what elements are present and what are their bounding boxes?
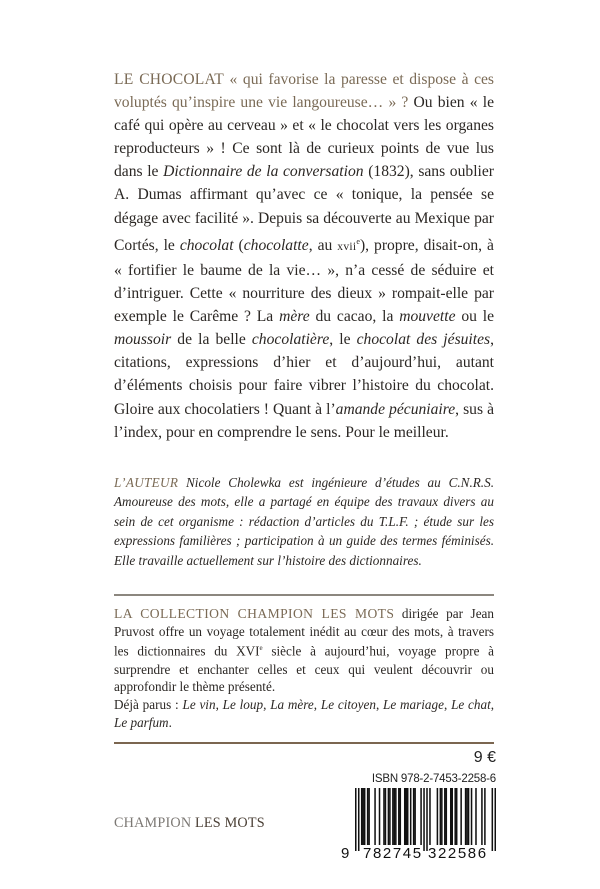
blurb-italic: moussoir — [114, 331, 172, 349]
divider-grey — [114, 594, 494, 596]
blurb-text: (1832), sans oublier A. Dumas affirmant qu’avec ce « tonique, la pensée se dégage avec facilité ». Depuis sa découverte au Mexique par Cortés, le — [114, 163, 494, 254]
published-title: Le citoyen — [320, 696, 376, 712]
barcode-bar — [413, 788, 415, 845]
barcode-bar — [379, 788, 381, 845]
barcode-bar — [392, 788, 394, 845]
blurb-italic: mère — [279, 308, 310, 326]
collection-label: LA COLLECTION CHAMPION LES MOTS — [114, 606, 395, 621]
barcode-group-right: 322586 — [428, 845, 488, 862]
barcode-bar — [394, 788, 396, 845]
barcode-bar — [437, 788, 439, 845]
author-text: Nicole Cholewka est ingénieure d’études au C.N.R.S. Amoureuse des mots, elle a partagé en équipe des travaux divers au sein de cet organisme : rédaction d’articles du T.L.F. ; étude sur les expressions familières ; participation à un guide des termes féminisés. Elle travaille actuellement sur l’histoire des dictionnaires. — [114, 475, 494, 568]
barcode-guard-bar — [495, 788, 496, 851]
barcode-guard-bar — [355, 788, 357, 851]
barcode-bar — [389, 788, 391, 845]
blurb-text: de la belle — [171, 331, 252, 349]
barcode-bar — [451, 788, 453, 845]
barcode-bar — [468, 788, 470, 845]
barcode-bar — [429, 788, 431, 845]
barcode-bar — [446, 788, 448, 845]
collection-text: siècle à aujourd’hui, voyage propre à surprendre et enchanter celles et ceux qui veulent découvrir ou approfondir le thème présenté. — [114, 643, 494, 695]
price-label: 9 € — [473, 749, 496, 766]
blurb-lead-quote: « qui favorise la paresse et dispose à ces voluptés qu’inspire une vie langoureuse… » ? — [114, 71, 494, 112]
barcode-guard-bar — [358, 788, 360, 851]
barcode-bar — [440, 788, 442, 845]
brand-les-mots: LES MOTS — [195, 815, 265, 831]
blurb-text: , citations, expressions d’hier et d’aujourd’hui, autant d’éléments choisis pour faire vibrer l’histoire du chocolat. Gloire aux chocolatiers ! Quant à l’ — [114, 331, 494, 418]
barcode-first-digit: 9 — [341, 845, 350, 862]
barcode-bar — [471, 788, 473, 845]
publisher-brand — [114, 815, 265, 832]
barcode-bar — [367, 788, 369, 845]
blurb-text: ( — [233, 236, 244, 254]
blurb-italic: chocolat — [179, 236, 234, 254]
barcode-bar — [395, 788, 397, 845]
blurb-text: du cacao, la — [309, 308, 400, 326]
barcode-bar — [466, 788, 468, 845]
barcode-bar — [484, 788, 486, 845]
barcode-bar — [475, 788, 477, 845]
isbn-label: ISBN 978-2-7453-2258-6 — [371, 773, 496, 785]
published-title: Le parfum — [114, 714, 169, 730]
blurb-text: Ou bien « le café qui opère au cerveau » et « le chocolat vers les organes reproducteurs » ! Ce sont là de curieux points de vue lus dans le — [114, 94, 494, 181]
collection-description — [114, 605, 494, 731]
already-published: Déjà parus : Le vin, Le loup, La mère, Le citoyen, Le mariage, Le chat, Le parfum. — [114, 696, 495, 730]
barcode-bar — [383, 788, 385, 845]
barcode-bar — [368, 788, 370, 845]
barcode-bar — [450, 788, 452, 845]
barcode-bar — [414, 788, 416, 845]
barcode-bar — [398, 788, 400, 845]
back-cover-blurb — [114, 68, 494, 444]
barcode-bar — [388, 788, 390, 845]
already-published-label: Déjà parus : — [114, 696, 183, 712]
barcode — [355, 788, 496, 851]
barcode-bar — [374, 788, 376, 845]
barcode-guard-bar — [426, 788, 428, 851]
blurb-text: , au — [308, 236, 338, 254]
barcode-bar — [407, 788, 409, 845]
barcode-guard-bar — [492, 788, 494, 851]
barcode-bar — [385, 788, 387, 845]
barcode-bar — [400, 788, 402, 845]
blurb-italic: mouvette — [399, 308, 456, 326]
century-caps: XVI — [236, 643, 260, 659]
blurb-title-caps: LE CHOCOLAT — [114, 71, 224, 88]
published-title: Le mariage — [383, 696, 444, 712]
published-title: La mère — [270, 696, 314, 712]
barcode-bar — [481, 788, 483, 845]
barcode-digits — [341, 845, 501, 863]
published-title: Le chat — [451, 696, 491, 712]
barcode-bar — [465, 788, 467, 845]
published-title: Le loup — [222, 696, 264, 712]
barcode-bar — [361, 788, 363, 845]
collection-text: dirigée par Jean Pruvost offre un voyage totalement inédit au cœur des mots, à travers les dictionnaires du — [114, 606, 494, 659]
barcode-bar — [404, 788, 406, 845]
barcode-bar — [444, 788, 446, 845]
century-small-caps: xvii — [337, 240, 357, 253]
barcode-bar — [410, 788, 412, 845]
collection-paragraph — [114, 605, 494, 696]
blurb-text: , sus à l’index, pour en comprendre le sens. Pour le meilleur. — [114, 400, 494, 441]
blurb-italic: chocolat des jésuites — [356, 331, 491, 349]
blurb-italic: chocolatière — [251, 331, 330, 349]
published-title: Le vin — [182, 696, 216, 712]
century-sup: e — [356, 236, 360, 246]
barcode-bar — [441, 788, 443, 845]
barcode-bar — [456, 788, 458, 845]
blurb-text: ou le — [455, 308, 494, 326]
blurb-text: , le — [329, 331, 357, 349]
barcode-group-left: 782745 — [363, 845, 423, 862]
barcode-bar — [405, 788, 407, 845]
author-label: L’AUTEUR — [114, 475, 179, 490]
barcode-bar — [420, 788, 422, 845]
author-bio — [114, 473, 494, 570]
barcode-guard-bar — [423, 788, 425, 851]
century-sup: e — [259, 644, 263, 653]
barcode-bar — [362, 788, 364, 845]
barcode-bar — [460, 788, 462, 845]
divider-brown — [114, 742, 494, 744]
barcode-bar — [454, 788, 456, 845]
blurb-italic: Dictionnaire de la conversation — [163, 163, 364, 181]
blurb-italic: amande pécuniaire — [335, 400, 456, 418]
brand-champion: CHAMPION — [114, 815, 192, 831]
barcode-bar — [364, 788, 366, 845]
blurb-italic: chocolatte — [243, 236, 309, 254]
blurb-text: ), propre, disait-on, à « fortifier le baume de la vie… », n’a cessé de séduire et d’intriguer. Cette « nourriture des dieux » rompait-elle par exemple le Carême ? La — [114, 236, 494, 326]
